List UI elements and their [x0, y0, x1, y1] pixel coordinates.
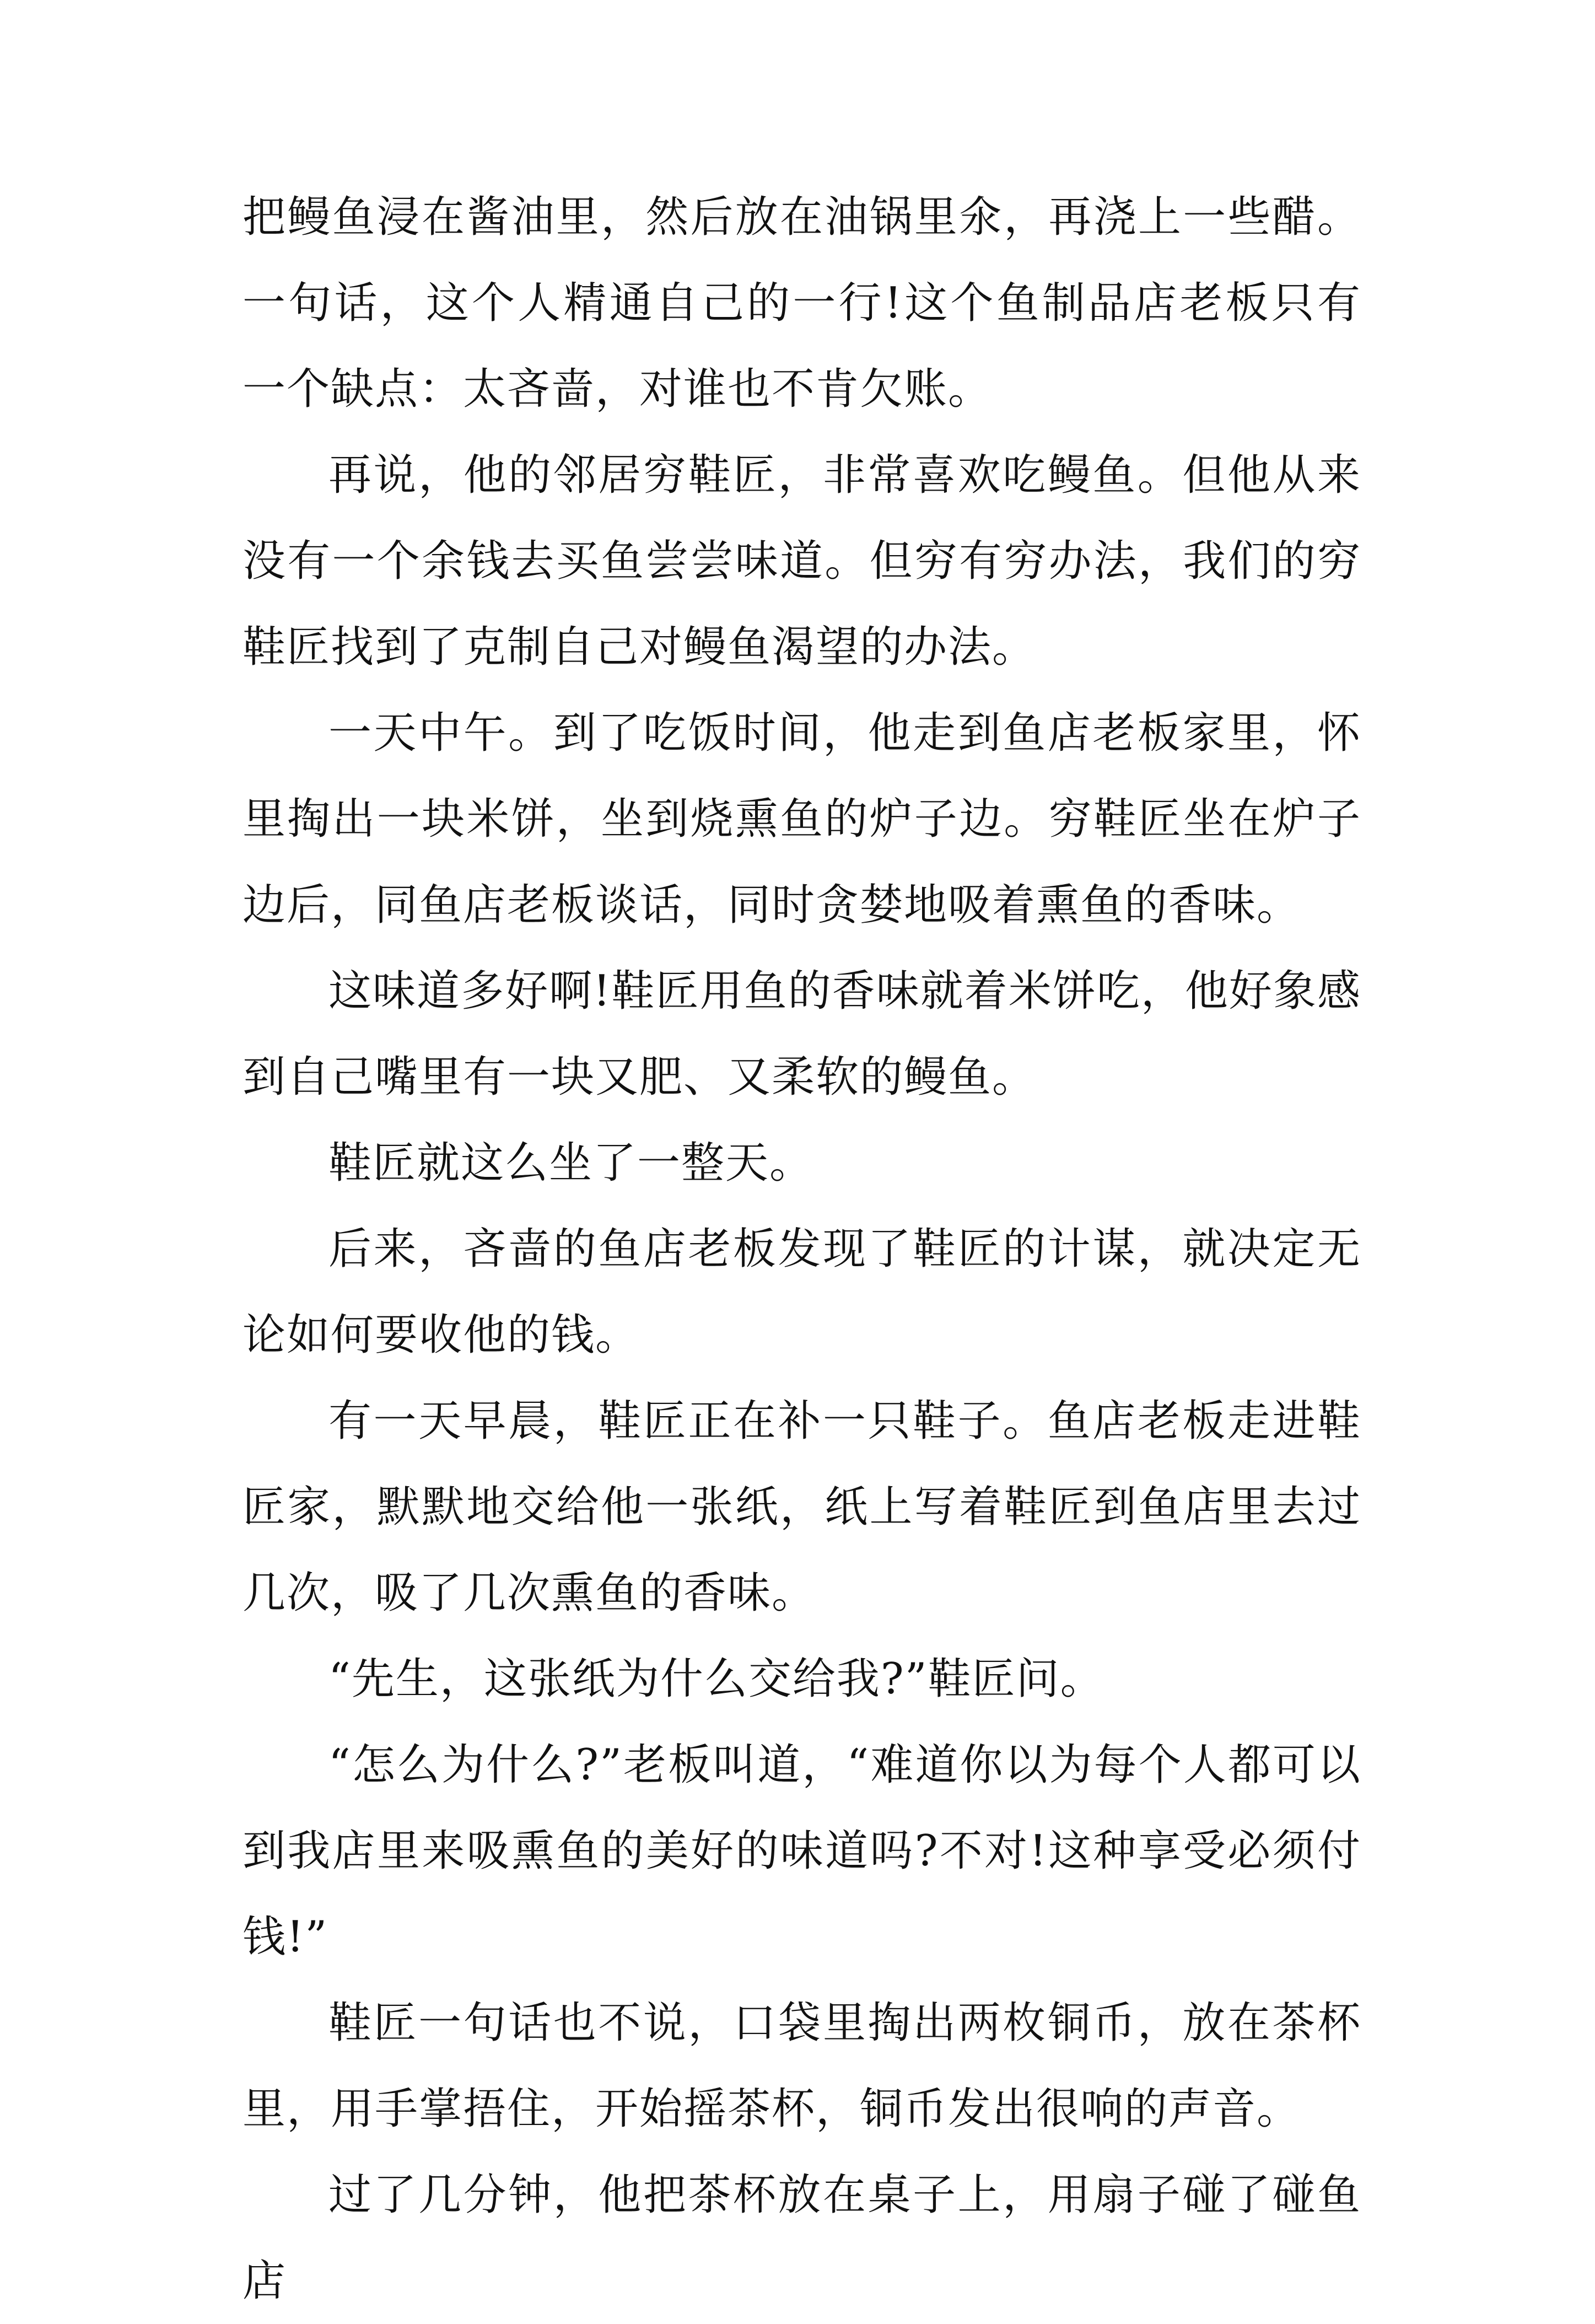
- paragraph-2: 再说，他的邻居穷鞋匠，非常喜欢吃鳗鱼。但他从来没有一个余钱去买鱼尝尝味道。但穷有穷办法，我们的穷鞋匠找到了克制自己对鳗鱼渴望的办法。: [243, 450, 1361, 672]
- paragraph-7: 有一天早晨，鞋匠正在补一只鞋子。鱼店老板走进鞋匠家，默默地交给他一张纸，纸上写着鞋匠到鱼店里去过几次，吸了几次熏鱼的香味。: [243, 1396, 1361, 1618]
- paragraph-1: 把鳗鱼浸在酱油里，然后放在油锅里氽，再浇上一些醋。一句话，这个人精通自己的一行!这个鱼制品店老板只有一个缺点：太吝啬，对谁也不肯欠账。: [243, 192, 1361, 414]
- paragraph-8: “先生，这张纸为什么交给我?”鞋匠问。: [328, 1654, 1104, 1704]
- paragraph-11: 过了几分钟，他把茶杯放在桌子上，用扇子碰了碰鱼店: [243, 2170, 1361, 2306]
- paragraph-4: 这味道多好啊!鞋匠用鱼的香味就着米饼吃，他好象感到自己嘴里有一块又肥、又柔软的鳗鱼。: [243, 966, 1361, 1102]
- paragraph-10: 鞋匠一句话也不说，口袋里掏出两枚铜币，放在茶杯里，用手掌捂住，开始摇茶杯，铜币发出很响的声音。: [243, 1998, 1361, 2134]
- paragraph-9: “怎么为什么?”老板叫道，“难道你以为每个人都可以到我店里来吸熏鱼的美好的味道吗?不对!这种享受必须付钱!”: [243, 1740, 1361, 1962]
- story-text: [243, 174, 1361, 2324]
- paragraph-6: 后来，吝啬的鱼店老板发现了鞋匠的计谋，就决定无论如何要收他的钱。: [243, 1224, 1361, 1360]
- paragraph-3: 一天中午。到了吃饭时间，他走到鱼店老板家里，怀里掏出一块米饼，坐到烧熏鱼的炉子边。穷鞋匠坐在炉子边后，同鱼店老板谈话，同时贪婪地吸着熏鱼的香味。: [243, 708, 1361, 930]
- paragraph-5: 鞋匠就这么坐了一整天。: [328, 1138, 814, 1188]
